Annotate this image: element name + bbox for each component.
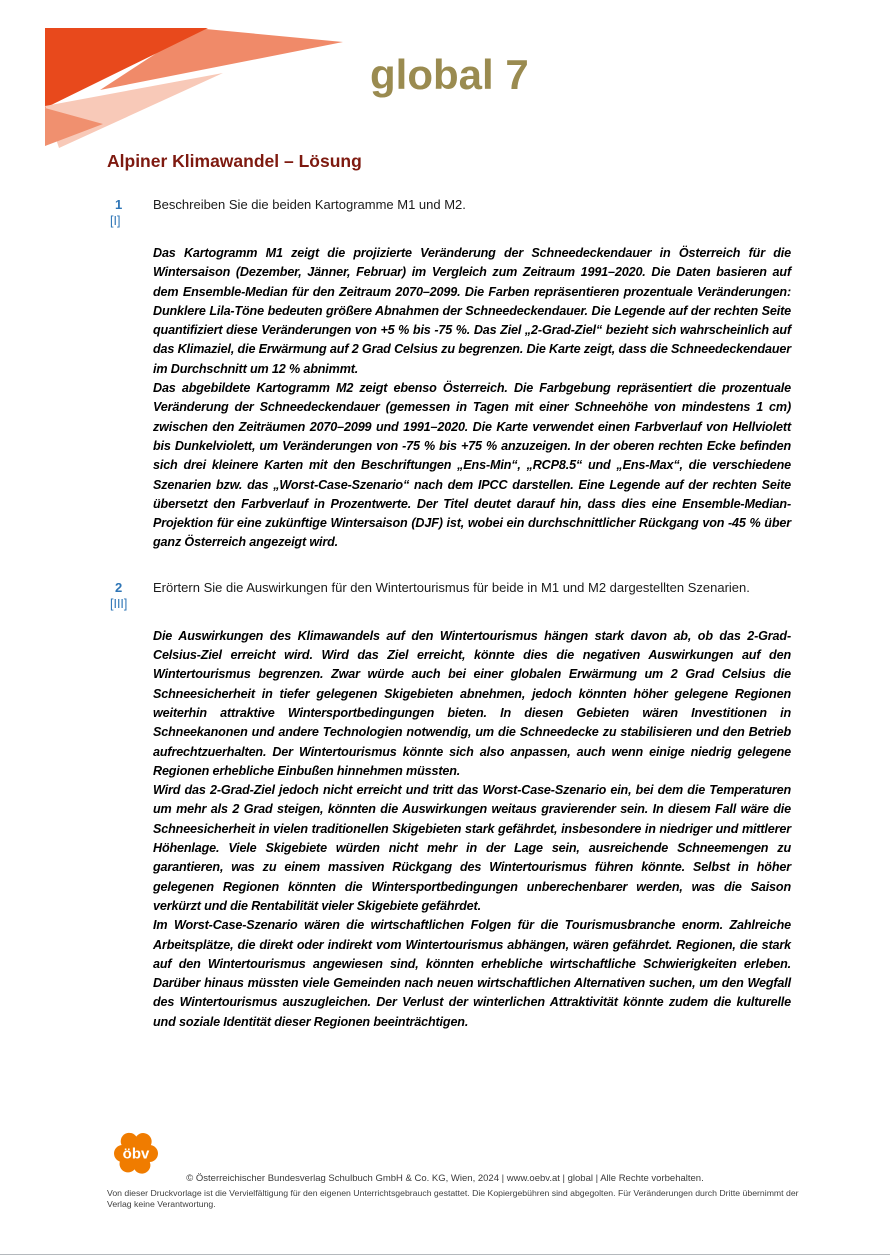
footer-note-line-1: Von dieser Druckvorlage ist die Vervielfältigung für den eigenen Unterrichtsgebrauch gestattet. Die Kopiergebühren sind abgegolten. Für Veränderungen durch Dritte übernimmt der xyxy=(107,1188,799,1198)
book-title: global 7 xyxy=(370,51,529,98)
page-bottom-edge xyxy=(0,1254,890,1255)
footer-note-line-2: Verlag keine Verantwortung. xyxy=(107,1199,216,1209)
question-number: 2 xyxy=(115,579,123,595)
question-2-gutter xyxy=(107,579,153,612)
question-level-badge: [III] xyxy=(110,596,128,611)
question-1-header xyxy=(107,196,791,229)
question-text: Beschreiben Sie die beiden Kartogramme M1 und M2. xyxy=(153,197,466,212)
answer-paragraph: Wird das 2-Grad-Ziel jedoch nicht erreicht und tritt das Worst-Case-Szenario ein, bei dem die Temperaturen um mehr als 2 Grad steigen, könnten die Auswirkungen weitaus gravierender sein. In diesem Fall wäre die Schneesicherheit in vielen traditionellen Skigebieten stark gefährdet, insbesondere in niedriger und mittlerer Höhenlage. Viele Skigebiete würden nicht mehr in der Lage sein, ausreichende Schneemengen zu garantieren, was zu einem massiven Rückgang des Wintertourismus führen könnte. Selbst in höher gelegenen Regionen könnten die Wintersportbedingungen unberechenbarer werden, was die Saison verkürzt und die Rentabilität vieler Skigebiete gefährdet. xyxy=(153,783,791,913)
answer-paragraph: Die Auswirkungen des Klimawandels auf den Wintertourismus hängen stark davon ab, ob das 2-Grad-Celsius-Ziel erreicht wird. Wird das Ziel erreicht, könnte dies die negativen Auswirkungen auf den Wintertourismus begrenzen. Zwar würde auch bei einer globalen Erwärmung um 2 Grad Celsius die Schneesicherheit in tiefer gelegenen Skigebieten abnehmen, jedoch könnten höher gelegene Regionen weiterhin attraktive Wintersportbedingungen bieten. In diesen Gebieten wären Investitionen in Schneekanonen und andere Technologien notwendig, um die Schneedecke zu stabilisieren und den Betrieb aufrechtzuerhalten. Der Wintertourismus könnte sich also anpassen, auch wenn einige niedrig gelegene Regionen erhebliche Einbußen hinnehmen müssten. xyxy=(153,628,791,778)
question-1-gutter xyxy=(107,196,153,229)
oebv-logo xyxy=(111,1130,161,1176)
question-block-1 xyxy=(107,196,791,553)
content-column xyxy=(107,196,791,1058)
footer-copyright: © Österreichischer Bundesverlag Schulbuch GmbH & Co. KG, Wien, 2024 | www.oebv.at | global | Alle Rechte vorbehalten. xyxy=(186,1173,704,1184)
question-level-badge: [I] xyxy=(110,214,121,228)
question-2-header xyxy=(107,579,791,612)
answer-paragraph: Im Worst-Case-Szenario wären die wirtschaftlichen Folgen für die Tourismusbranche enorm. Zahlreiche Arbeitsplätze, die direkt oder indirekt vom Wintertourismus abhängen, wären gefährdet. Regionen, die stark auf den Wintertourismus angewiesen sind, könnten erhebliche wirtschaftliche Schwierigkeiten erleben. Darüber hinaus müssten viele Gemeinden nach neuen wirtschaftlichen Alternativen suchen, um den Wegfall des Wintertourismus auszugleichen. Der Verlust der winterlichen Attraktivität könnte zudem die kulturelle und soziale Identität dieser Regionen beeinträchtigen. xyxy=(153,918,791,1029)
answer-text-1 xyxy=(153,244,791,553)
oebv-logo-text: öbv xyxy=(122,1145,150,1163)
corner-swoosh-graphic xyxy=(45,28,345,148)
answer-paragraph: Das abgebildete Kartogramm M2 zeigt ebenso Österreich. Die Farbgebung repräsentiert die prozentuale Veränderung der Schneedeckendauer (gemessen in Tagen mit einer Schneehöhe von mindestens 1 cm) zwischen den Zeiträumen 2070–2099 und 1991–2020. Die Karte verwendet einen Farbverlauf von Hellviolett bis Dunkelviolett, um Veränderungen von -75 % bis +75 % anzuzeigen. In der oberen rechten Ecke befinden sich drei kleinere Karten mit den Beschriftungen „Ens-Min“, „RCP8.5“ und „Ens-Max“, die verschiedene Szenarien bzw. das „Worst-Case-Szenario“ nach dem IPCC darstellen. Eine Legende auf der rechten Seite übersetzt den Farbverlauf in Prozentwerte. Der Titel deutet darauf hin, dass dies eine Ensemble-Median-Projektion für eine zukünftige Wintersaison (DJF) ist, wobei ein durchschnittlicher Rückgang von -45 % über ganz Österreich angezeigt wird. xyxy=(153,381,791,550)
page-title: Alpiner Klimawandel – Lösung xyxy=(107,151,362,171)
question-number: 1 xyxy=(115,197,123,212)
question-block-2 xyxy=(107,579,791,1032)
footer-note xyxy=(107,1188,807,1210)
answer-paragraph: Das Kartogramm M1 zeigt die projizierte Veränderung der Schneedeckendauer in Österreich für die Wintersaison (Dezember, Jänner, Februar) im Vergleich zum Zeitraum 1991–2020. Die Daten basieren auf dem Ensemble-Median für den Zeitraum 2070–2099. Die Farben repräsentieren prozentuale Veränderungen: Dunklere Lila-Töne bedeuten größere Abnahmen der Schneedeckendauer. Die Legende auf der rechten Seite quantifiziert diese Veränderungen von +5 % bis -75 %. Das Ziel „2-Grad-Ziel“ bezieht sich wahrscheinlich auf das Klimaziel, die Erwärmung auf 2 Grad Celsius zu begrenzen. Die Karte zeigt, dass die Schneedeckendauer im Durchschnitt um 12 % abnimmt. xyxy=(153,246,791,376)
answer-text-2 xyxy=(153,627,791,1032)
question-text: Erörtern Sie die Auswirkungen für den Wintertourismus für beide in M1 und M2 dargestellten Szenarien. xyxy=(153,579,750,595)
